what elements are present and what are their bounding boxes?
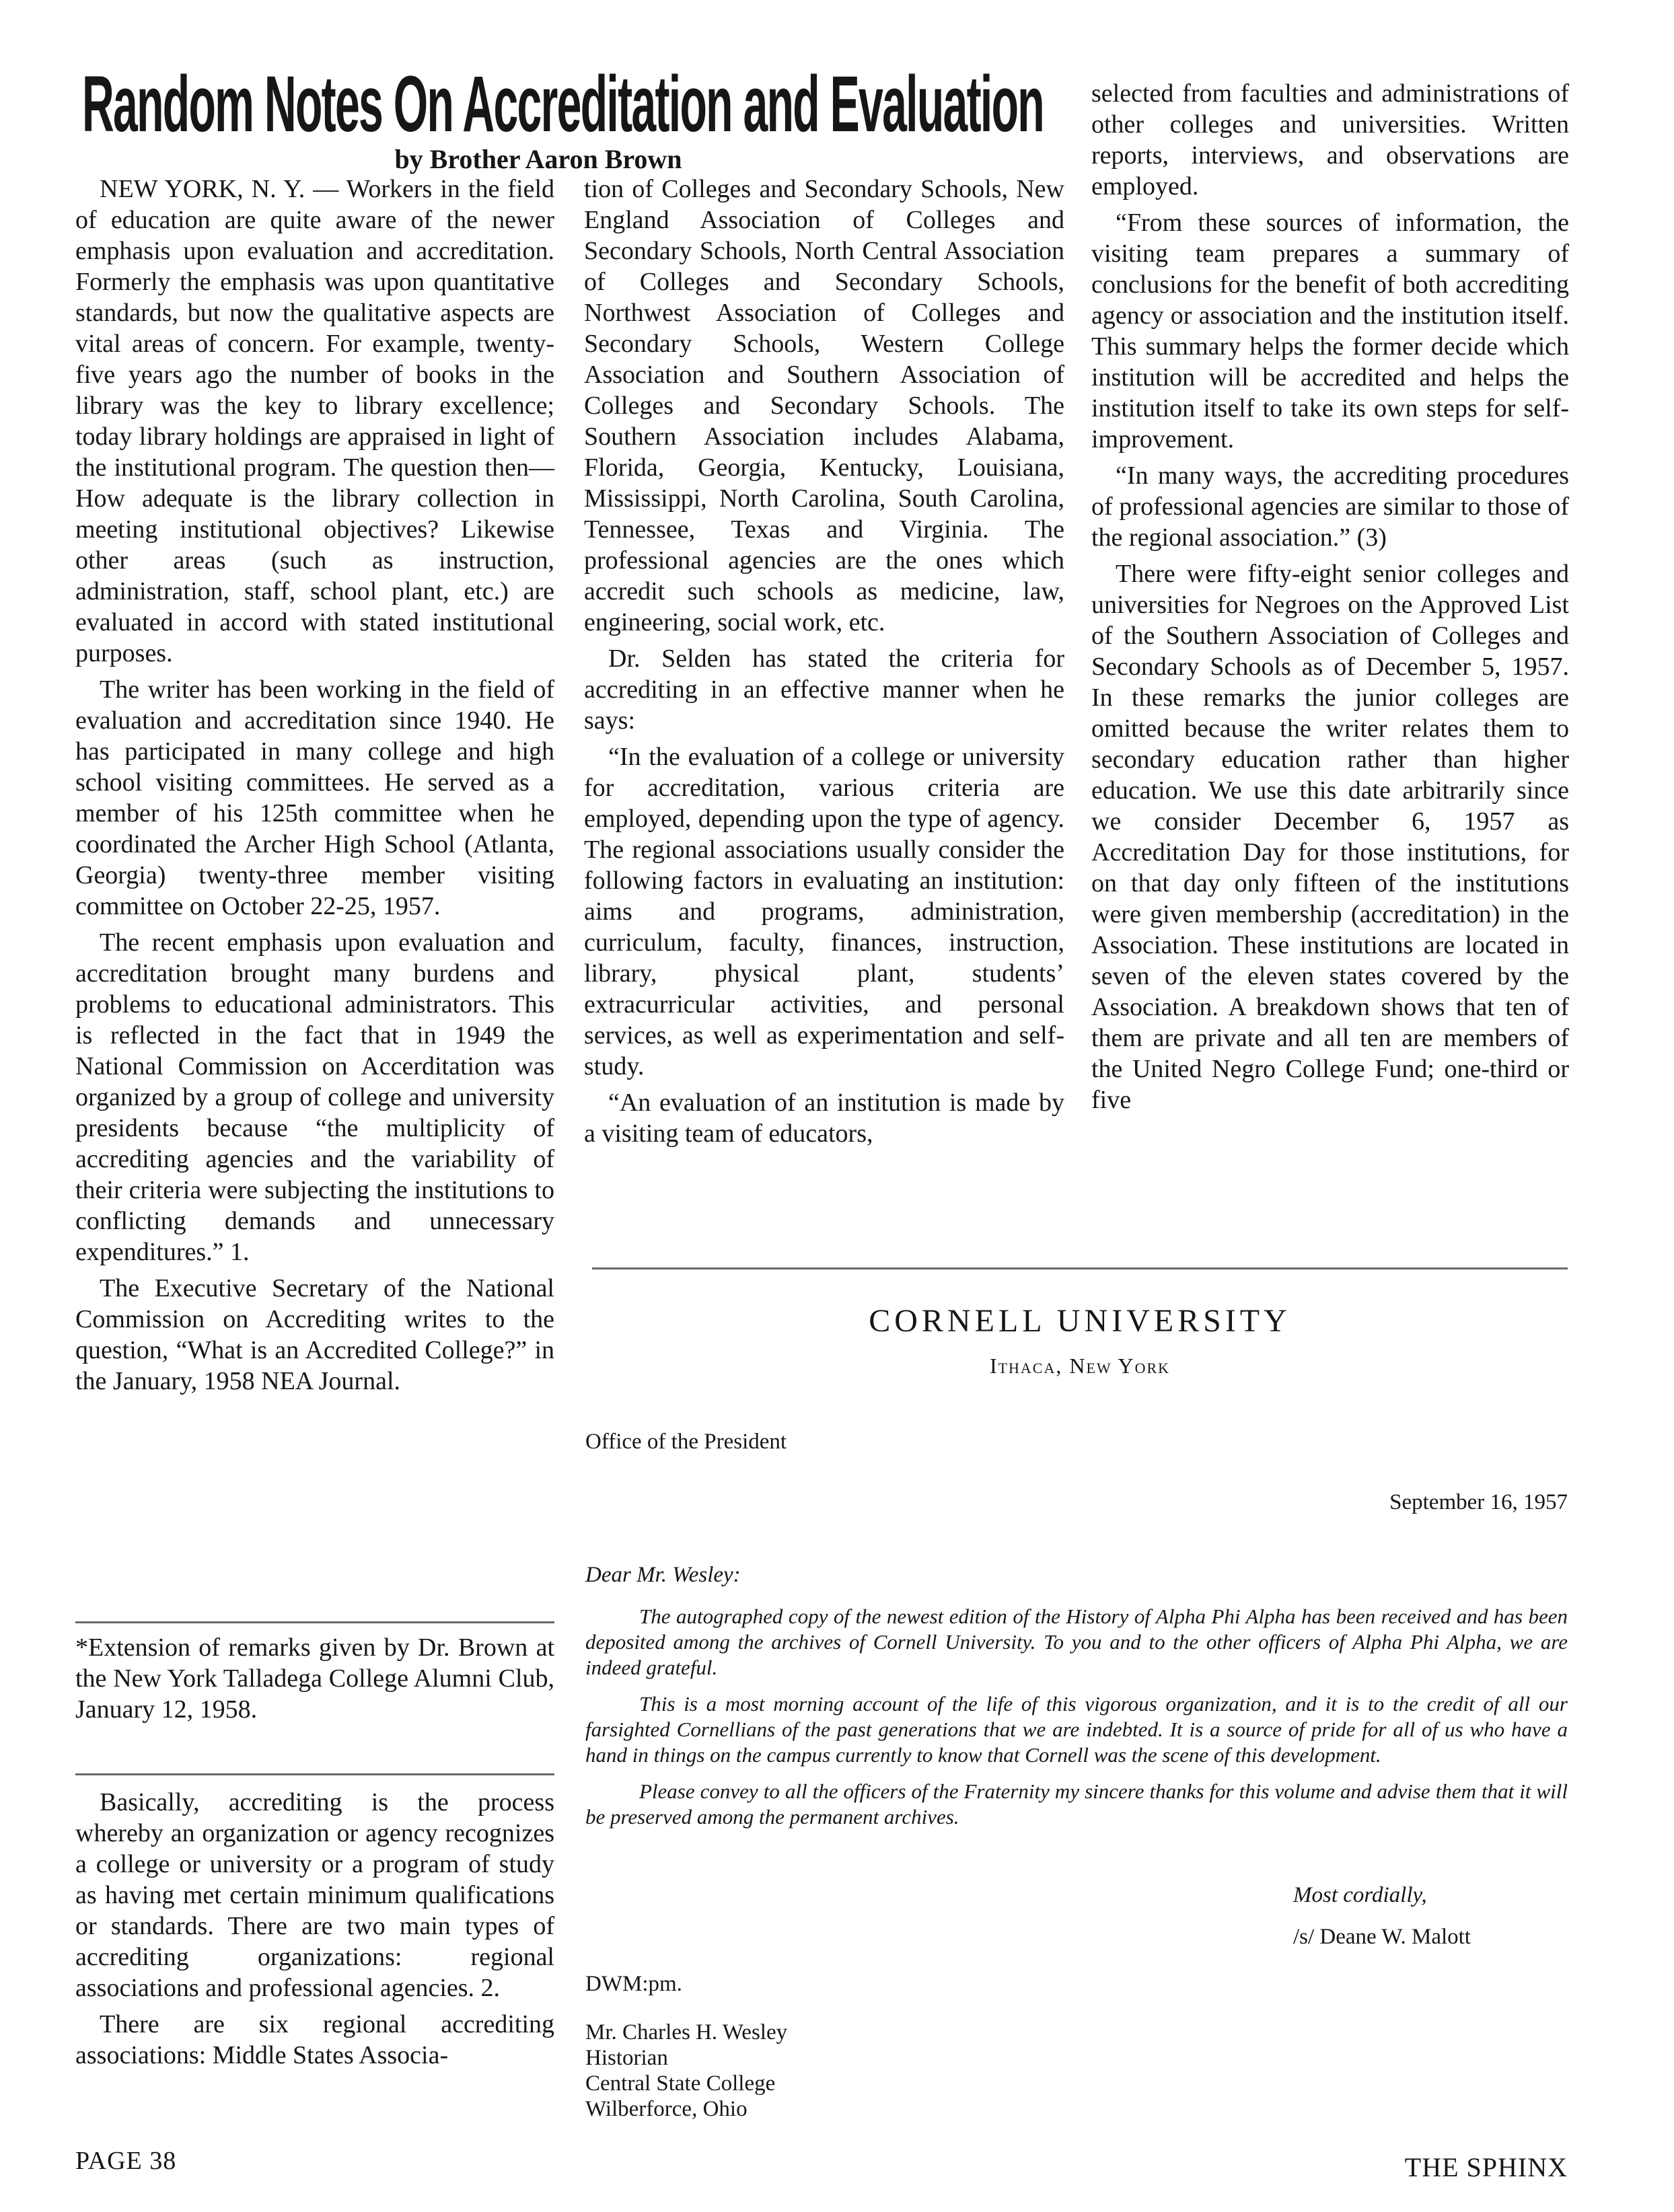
letter-paragraph-2: This is a most morning account of the life of this vigorous organization, and it is to the credit of all our farsighted Cornellians of the past generations that we are indebted. It is a source of pride for all of us who have a hand in things on the campus currently to know that Cornell was the scene of this development. (585, 1692, 1568, 1767)
letter-signature: /s/ Deane W. Malott (1293, 1925, 1471, 1949)
col1b-paragraph-2: There are six regional accrediting associations: Middle States Associa- (75, 2010, 554, 2069)
footnote (75, 1632, 554, 1725)
col1b-paragraph-1: Basically, accrediting is the process whereby an organization or agency recognizes a college or university or a program of study as having met certain minimum qualifications or standards. There are two main types of accrediting organizations: regional associations and professional agencies. 2. (75, 1788, 554, 2002)
col3-paragraph-4: There were fifty-eight senior colleges and universities for Negroes on the Approved List of the Southern Association of Colleges and Secondary Schools as of December 5, 1957. In these remarks the junior colleges are omitted because the writer relates them to secondary education rather than higher education. We use this date arbitrarily since we consider December 6, 1957 as Accreditation Day for those institutions, for on that day only fifteen of the institutions were given membership (accreditation) in the Association. These institutions are located in seven of the eleven states covered by the Association. A breakdown shows that ten of them are private and all ten are members of the United Negro College Fund; one-third or five (1091, 560, 1569, 1114)
letter-separator-rule (592, 1267, 1568, 1269)
letter-recipient-block (585, 2020, 787, 2122)
article-column-1-continued (75, 1787, 554, 2071)
letter-paragraph-3: Please convey to all the officers of the Fraternity my sincere thanks for this volume and advise them that it will be preserved among the permanent archives. (585, 1779, 1568, 1829)
article-column-1 (75, 174, 554, 1397)
letterhead-location: Ithaca, New York (989, 1354, 1171, 1378)
col1-paragraph-1: NEW YORK, N. Y. — Workers in the field of education are quite aware of the newer emphasis upon evaluation and accreditation. Formerly the emphasis was upon quantitative standards, but now the qualitative aspects are vital areas of concern. For example, twenty-five years ago the number of books in the library was the key to library excellence; today library holdings are appraised in light of the institutional program. The question then—How adequate is the library collection in meeting institutional objectives? Likewise other areas (such as instruction, administration, staff, school plant, etc.) are evaluated in accord with stated institutional purposes. (75, 175, 554, 667)
article-title: Random Notes On Accreditation and Evaluation (82, 60, 1044, 149)
recipient-address: Wilberforce, Ohio (585, 2097, 748, 2121)
recipient-title: Historian (585, 2046, 668, 2070)
col1-paragraph-4: The Executive Secretary of the National Commission on Accrediting writes to the question, “What is an Accredited College?” in the January, 1958 NEA Journal. (75, 1274, 554, 1395)
publication-name: THE SPHINX (1404, 2152, 1568, 2182)
article-column-2 (584, 174, 1064, 1149)
letter-body (585, 1604, 1568, 1830)
col2-paragraph-2: Dr. Selden has stated the criteria for accrediting in an effective manner when he says: (584, 644, 1064, 735)
col2-paragraph-4: “An evaluation of an institution is made by a visiting team of educators, (584, 1089, 1064, 1148)
letter-closing: Most cordially, (1293, 1883, 1427, 1907)
recipient-institution: Central State College (585, 2071, 776, 2096)
col2-paragraph-1: tion of Colleges and Secondary Schools, New England Association of Colleges and Secondary Schools, North Central Association of Colleges and Secondary Schools, Northwest Association of Colleges and Secondary Schools, Western College Association and Southern Association of Colleges and Secondary Schools. The Southern Association includes Alabama, Florida, Georgia, Kentucky, Louisiana, Mississippi, North Carolina, South Carolina, Tennessee, Texas and Virginia. The professional agencies are the ones which accredit such schools as medicine, law, engineering, social work, etc. (584, 175, 1064, 636)
article-column-3 (1091, 78, 1569, 1115)
letter-date: September 16, 1957 (1389, 1490, 1568, 1514)
footnote-text: *Extension of remarks given by Dr. Brown at the New York Talladega College Alumni Club, January 12, 1958. (75, 1633, 554, 1724)
page-number: PAGE 38 (75, 2147, 177, 2175)
letterhead-institution: CORNELL UNIVERSITY (869, 1303, 1291, 1339)
letter-office: Office of the President (585, 1430, 787, 1454)
footnote-rule-top (75, 1621, 554, 1623)
col1-paragraph-3: The recent emphasis upon evaluation and accreditation brought many burdens and problems to educational administrators. This is reflected in the fact that in 1949 the National Commission on Accerditation was organized by a group of college and university presidents because “the multiplicity of accrediting agencies and the variability of their criteria were subjecting the institutions to conflicting demands and unnecessary expenditures.” 1. (75, 928, 554, 1266)
col3-paragraph-3: “In many ways, the accrediting procedures of professional agencies are similar to those of the regional association.” (3) (1091, 462, 1569, 552)
col1-paragraph-2: The writer has been working in the field of evaluation and accreditation since 1940. He has participated in many college and high school visiting committees. He served as a member of his 125th committee when he coordinated the Archer High School (Atlanta, Georgia) twenty-three member visiting committee on October 22-25, 1957. (75, 675, 554, 920)
letter-salutation: Dear Mr. Wesley: (585, 1563, 741, 1587)
recipient-name: Mr. Charles H. Wesley (585, 2020, 788, 2044)
col2-paragraph-3: “In the evaluation of a college or university for accreditation, various criteria are employed, depending upon the type of agency. The regional associations usually consider the following factors in evaluating an institution: aims and programs, administration, curriculum, faculty, finances, instruction, library, physical plant, students’ extracurricular activities, and personal services, as well as experimentation and self-study. (584, 743, 1064, 1080)
col3-paragraph-2: “From these sources of information, the visiting team prepares a summary of conclusions for the benefit of both accrediting agency or association and the institution itself. This summary helps the former decide which institution will be accredited and helps the institution itself to take its own steps for self-improvement. (1091, 209, 1569, 453)
article-byline: by Brother Aaron Brown (394, 144, 682, 174)
col3-paragraph-1: selected from faculties and administrations of other colleges and universities. Written reports, interviews, and observations are employed. (1091, 79, 1569, 200)
letter-paragraph-1: The autographed copy of the newest edition of the History of Alpha Phi Alpha has been received and has been deposited among the archives of Cornell University. To you and to the other officers of Alpha Phi Alpha, we are indeed grateful. (585, 1605, 1568, 1679)
letter-initials: DWM:pm. (585, 1972, 682, 1996)
footnote-rule-bottom (75, 1773, 554, 1775)
